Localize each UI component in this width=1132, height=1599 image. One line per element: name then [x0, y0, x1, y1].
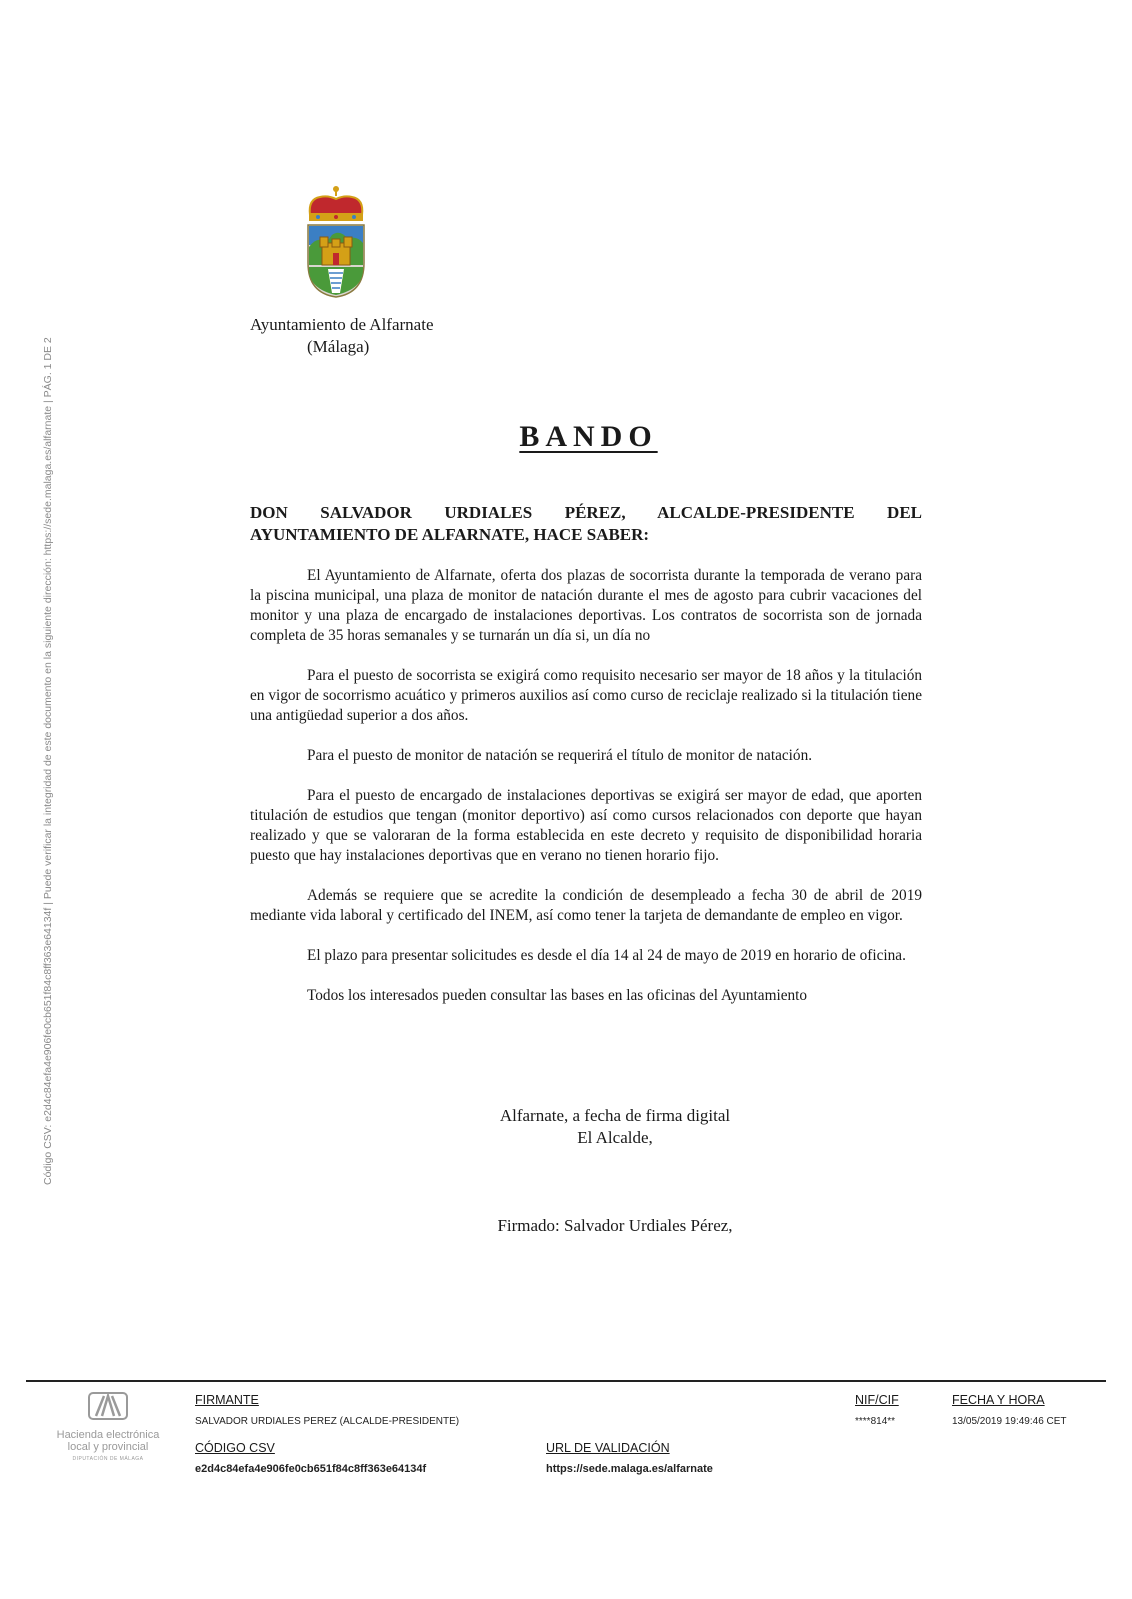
document-title: BANDO: [519, 420, 658, 453]
url-label: URL DE VALIDACIÓN: [546, 1441, 670, 1455]
municipality-line1: Ayuntamiento de Alfarnate: [250, 315, 434, 334]
paragraph-7: Todos los interesados pueden consultar las bases en las oficinas del Ayuntamiento: [307, 987, 808, 1004]
fecha-value: 13/05/2019 19:49:46 CET: [952, 1416, 1067, 1427]
hacienda-logo: [46, 1392, 170, 1462]
paragraph-1: El Ayuntamiento de Alfarnate, oferta dos plazas de socorrista durante la temporada de verano para la piscina municipal, una plaza de monitor de natación durante el mes de agosto para cubrir vacaciones del monitor y una plaza de encargado de instalaciones deportivas. Los contratos de socorrista son de jornada completa de 35 horas semanales y se turnarán un día si, un día no: [250, 567, 922, 644]
footer-divider: [26, 1380, 1106, 1382]
signed-by: Firmado: Salvador Urdiales Pérez,: [497, 1216, 733, 1235]
coat-of-arms-logo: [304, 185, 368, 301]
signer-role: El Alcalde,: [577, 1128, 653, 1147]
paragraph-2: Para el puesto de socorrista se exigirá como requisito necesario ser mayor de 18 años y la titulación en vigor de socorrismo acuático y primeros auxilios así como curso de reciclaje realizado si la titulación tiene una antigüedad superior a dos años.: [250, 667, 922, 724]
nif-value: ****814**: [855, 1416, 896, 1427]
hacienda-logo-icon: [88, 1392, 128, 1420]
fecha-label: FECHA Y HORA: [952, 1393, 1045, 1407]
logo-line2: local y provincial: [67, 1441, 149, 1453]
nif-label: NIF/CIF: [855, 1393, 899, 1407]
logo-line1: Hacienda electrónica: [56, 1429, 160, 1441]
closing-block: [420, 1105, 810, 1149]
document-body: [250, 502, 922, 1026]
validation-url-link[interactable]: https://sede.malaga.es/alfarnate: [546, 1463, 713, 1475]
csv-label: CÓDIGO CSV: [195, 1441, 275, 1455]
place-date: Alfarnate, a fecha de firma digital: [499, 1106, 731, 1125]
paragraph-6: El plazo para presentar solicitudes es desde el día 14 al 24 de mayo de 2019 en horario de oficina.: [307, 947, 906, 964]
municipality-line2: (Málaga): [307, 337, 370, 356]
logo-sub: DIPUTACIÓN DE MÁLAGA: [72, 1456, 144, 1462]
announcement-heading: DON SALVADOR URDIALES PÉREZ, ALCALDE-PRESIDENTE DEL AYUNTAMIENTO DE ALFARNATE, HACE SABER:: [250, 503, 922, 544]
paragraph-3: Para el puesto de monitor de natación se requerirá el título de monitor de natación.: [307, 747, 813, 764]
municipality-name: [250, 314, 434, 358]
firmante-value: SALVADOR URDIALES PEREZ (ALCALDE-PRESIDENTE): [195, 1416, 460, 1427]
firmante-label: FIRMANTE: [195, 1393, 259, 1407]
verification-side-note: Código CSV: e2d4c84efa4e906fe0cb651f84c8ff363e64134f | Puede verificar la integridad de este documento en la siguiente dirección: https://sede.malaga.es/alfarnate | PÁG. 1 DE 2: [42, 337, 54, 1185]
csv-value[interactable]: e2d4c84efa4e906fe0cb651f84c8ff363e64134f: [195, 1463, 427, 1475]
paragraph-5: Además se requiere que se acredite la condición de desempleado a fecha 30 de abril de 2019 mediante vida laboral y certificado del INEM, así como tener la tarjeta de demandante de empleo en vigor.: [250, 887, 922, 924]
paragraph-4: Para el puesto de encargado de instalaciones deportivas se exigirá ser mayor de edad, que aporten titulación de estudios que tengan (monitor deportivo) así como cursos relacionados con deporte que hayan realizado y que se valoraran de la forma establecida en este decreto y requisito de disponibilidad horaria puesto que hay instalaciones deportivas que en verano no tienen horario fijo.: [250, 787, 922, 864]
